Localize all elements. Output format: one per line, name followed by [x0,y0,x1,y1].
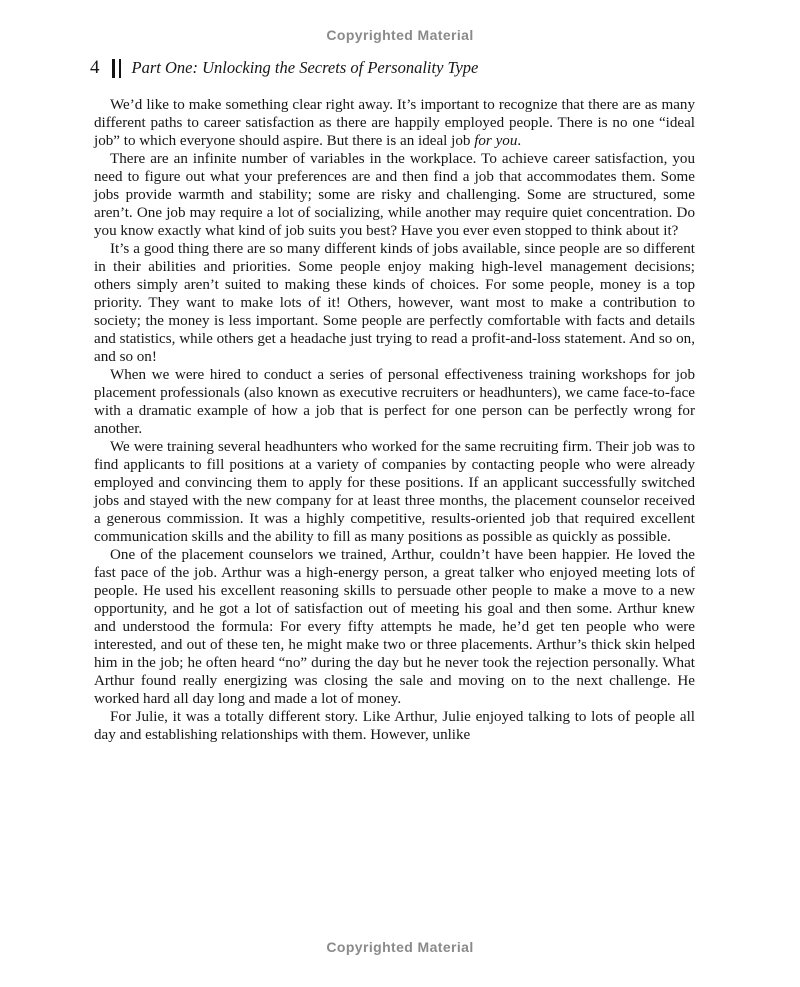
body-paragraph [94,438,695,546]
text-segment: For Julie, it was a totally different story. Like Arthur, Julie enjoyed talking to lots of people all day and establishing relationships with them. However, unlike [94,709,695,743]
body-paragraph [94,708,695,744]
body-paragraph [94,366,695,438]
body-paragraph [94,96,695,150]
text-segment: One of the placement counselors we trained, Arthur, couldn’t have been happier. He loved the fast pace of the job. Arthur was a high-energy person, a great talker who enjoyed meeting lots of people. He used his excellent reasoning skills to persuade other people to make a move to a new opportunity, and he got a lot of satisfaction out of meeting his goal and then some. Arthur knew and understood the formula: For every fifty attempts he made, he’d get ten people who were interested, and out of these ten, he might make two or three placements. Arthur’s thick skin helped him in the job; he often heard “no” during the day but he never took the rejection personally. What Arthur found really energizing was closing the sale and moving on to the next challenge. He worked hard all day long and made a lot of money. [94,547,695,707]
running-header [90,57,478,79]
text-segment: . [517,133,522,149]
body-paragraph [94,546,695,708]
body-paragraph [94,240,695,366]
section-title: Part One: Unlocking the Secrets of Personality Type [131,58,479,77]
text-segment: There are an infinite number of variables in the workplace. To achieve career satisfaction, you need to figure out what your preferences are and then find a job that accommodates them. Some jobs provide warmth and stability; some are risky and challenging. Some are structured, some aren’t. One job may require a lot of socializing, while another may require quiet concentration. Do you know exactly what kind of job suits you best? Have you ever even stopped to think about it? [94,151,695,239]
text-segment: When we were hired to conduct a series of personal effectiveness training workshops for job placement professionals (also known as executive recruiters or headhunters), we came face-to-face with a dramatic example of how a job that is perfect for one person can be perfectly wrong for another. [94,367,695,437]
page-number: 4 [90,57,100,78]
double-bar-divider-icon [112,59,121,78]
text-segment: We were training several headhunters who worked for the same recruiting firm. Their job was to find applicants to fill positions at a variety of companies by contacting people who were already employed and convincing them to apply for these positions. If an applicant successfully switched jobs and stayed with the new company for at least three months, the placement counselor received a generous commission. It was a highly competitive, results-oriented job that required excellent communication skills and the ability to fill as many positions as possible as quickly as possible. [94,439,695,545]
body-text [94,96,695,744]
copyright-notice-top: Copyrighted Material [326,27,474,43]
text-segment: It’s a good thing there are so many different kinds of jobs available, since people are so different in their abilities and priorities. Some people enjoy making high-level management decisions; others simply aren’t suited to making these kinds of choices. For some people, money is a top priority. They want to make lots of it! Others, however, want most to make a contribution to society; the money is less important. Some people are perfectly comfortable with facts and details and statistics, while others get a headache just trying to read a profit-and-loss statement. And so on, and so on! [94,241,695,365]
text-segment: We’d like to make something clear right away. It’s important to recognize that there are as many different paths to career satisfaction as there are happily employed people. There is no one “ideal job” to which everyone should aspire. But there is an ideal job [94,97,695,149]
copyright-notice-bottom: Copyrighted Material [326,939,474,955]
body-paragraph [94,150,695,240]
italic-text-segment: for you [474,133,518,149]
